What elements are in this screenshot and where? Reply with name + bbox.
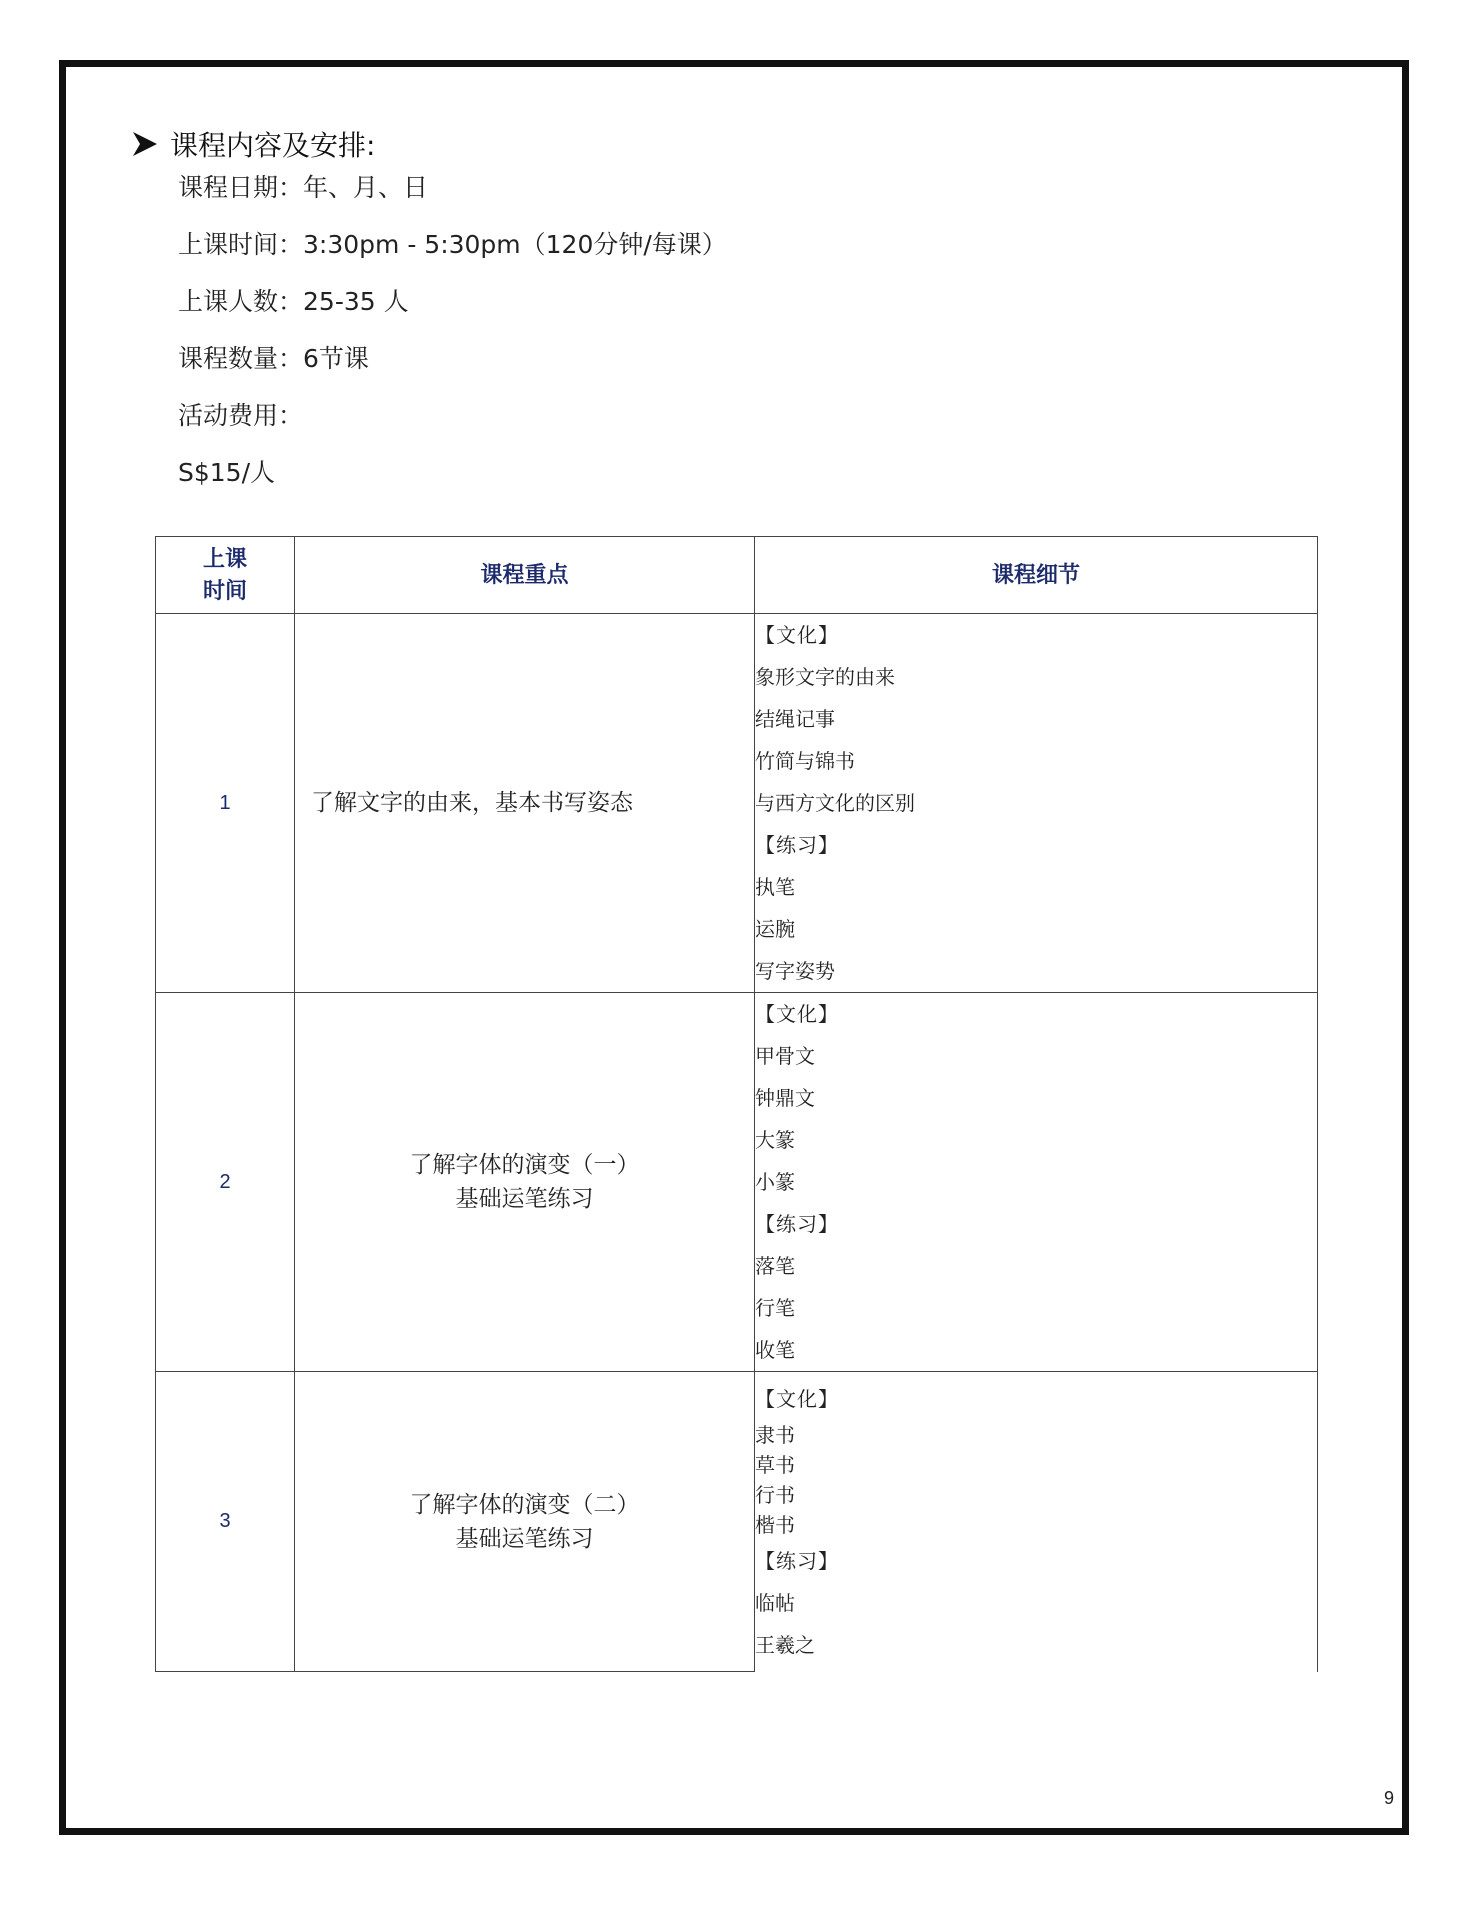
- detail-item: 与西方文化的区别: [755, 791, 915, 815]
- detail-item: 甲骨文: [755, 1044, 815, 1068]
- info-value: S$15/人: [178, 458, 276, 487]
- header-time-line1: 上课: [202, 546, 247, 572]
- header-focus: 课程重点: [295, 537, 755, 614]
- lesson-details: [755, 1372, 1318, 1672]
- section-heading: [130, 124, 375, 164]
- table-row: [156, 1372, 1318, 1672]
- info-lesson-count: [178, 339, 369, 375]
- page-number: 9: [1384, 1788, 1395, 1808]
- detail-item: 钟鼎文: [755, 1086, 815, 1110]
- info-fee: [178, 396, 303, 432]
- info-value: 6节课: [303, 344, 369, 373]
- info-label: 课程数量：: [178, 344, 304, 373]
- lesson-focus-line1: 了解文字的由来，基本书写姿态: [311, 790, 633, 816]
- header-detail: 课程细节: [755, 537, 1318, 614]
- info-value: 年、月、日: [303, 173, 429, 202]
- header-time: [156, 537, 295, 614]
- table-row: [156, 614, 1318, 993]
- info-label: 活动费用：: [178, 401, 304, 430]
- header-time-line2: 时间: [202, 578, 247, 604]
- detail-item: 【文化】: [755, 623, 839, 647]
- detail-item: 【练习】: [755, 1548, 839, 1573]
- info-label: 上课时间：: [178, 230, 304, 259]
- info-fee-amount: [178, 453, 275, 489]
- detail-item: 运腕: [755, 917, 795, 941]
- lesson-focus: [295, 1372, 755, 1672]
- detail-item: 收笔: [755, 1338, 795, 1362]
- info-class-time: [178, 225, 727, 261]
- detail-item: 结绳记事: [755, 707, 835, 731]
- lesson-details: [755, 614, 1318, 993]
- detail-item: 草书: [755, 1452, 795, 1477]
- detail-item: 写字姿势: [755, 959, 835, 983]
- lesson-focus: [295, 993, 755, 1372]
- info-class-size: [178, 282, 409, 318]
- detail-item: 隶书: [755, 1422, 795, 1447]
- schedule-table: [155, 536, 1318, 1672]
- table-row: [156, 993, 1318, 1372]
- info-label: 课程日期：: [178, 173, 304, 202]
- detail-item: 楷书: [755, 1512, 795, 1537]
- detail-item: 临帖: [755, 1590, 795, 1615]
- arrow-bullet-icon: [130, 129, 160, 159]
- lesson-focus-line1: 了解字体的演变（二）: [409, 1491, 640, 1518]
- detail-item: 【练习】: [755, 833, 839, 857]
- detail-item: 小篆: [755, 1170, 795, 1194]
- detail-item: 竹简与锦书: [755, 749, 855, 773]
- detail-item: 行笔: [755, 1296, 795, 1320]
- lesson-focus-line2: 基础运笔练习: [455, 1525, 594, 1552]
- lesson-number: 3: [156, 1372, 295, 1672]
- detail-item: 行书: [755, 1482, 795, 1507]
- lesson-focus-line1: 了解字体的演变（一）: [409, 1152, 640, 1178]
- lesson-details: [755, 993, 1318, 1372]
- detail-item: 大篆: [755, 1128, 795, 1152]
- section-heading-text: 课程内容及安排:: [170, 129, 376, 162]
- info-value: 25-35 人: [303, 287, 409, 316]
- detail-item: 象形文字的由来: [755, 665, 895, 689]
- lesson-number: 2: [156, 993, 295, 1372]
- table-header-row: [156, 537, 1318, 614]
- lesson-focus-line2: 基础运笔练习: [455, 1186, 594, 1212]
- info-label: 上课人数：: [178, 287, 304, 316]
- detail-item: 【练习】: [755, 1212, 839, 1236]
- lesson-focus: [295, 614, 755, 993]
- detail-item: 执笔: [755, 875, 795, 899]
- info-value: 3:30pm - 5:30pm（120分钟/每课）: [303, 230, 727, 259]
- info-course-date: [178, 168, 428, 204]
- detail-item: 【文化】: [755, 1002, 839, 1026]
- detail-item: 落笔: [755, 1254, 795, 1278]
- detail-item: 王羲之: [755, 1632, 815, 1657]
- lesson-number: 1: [156, 614, 295, 993]
- detail-item: 【文化】: [755, 1386, 839, 1411]
